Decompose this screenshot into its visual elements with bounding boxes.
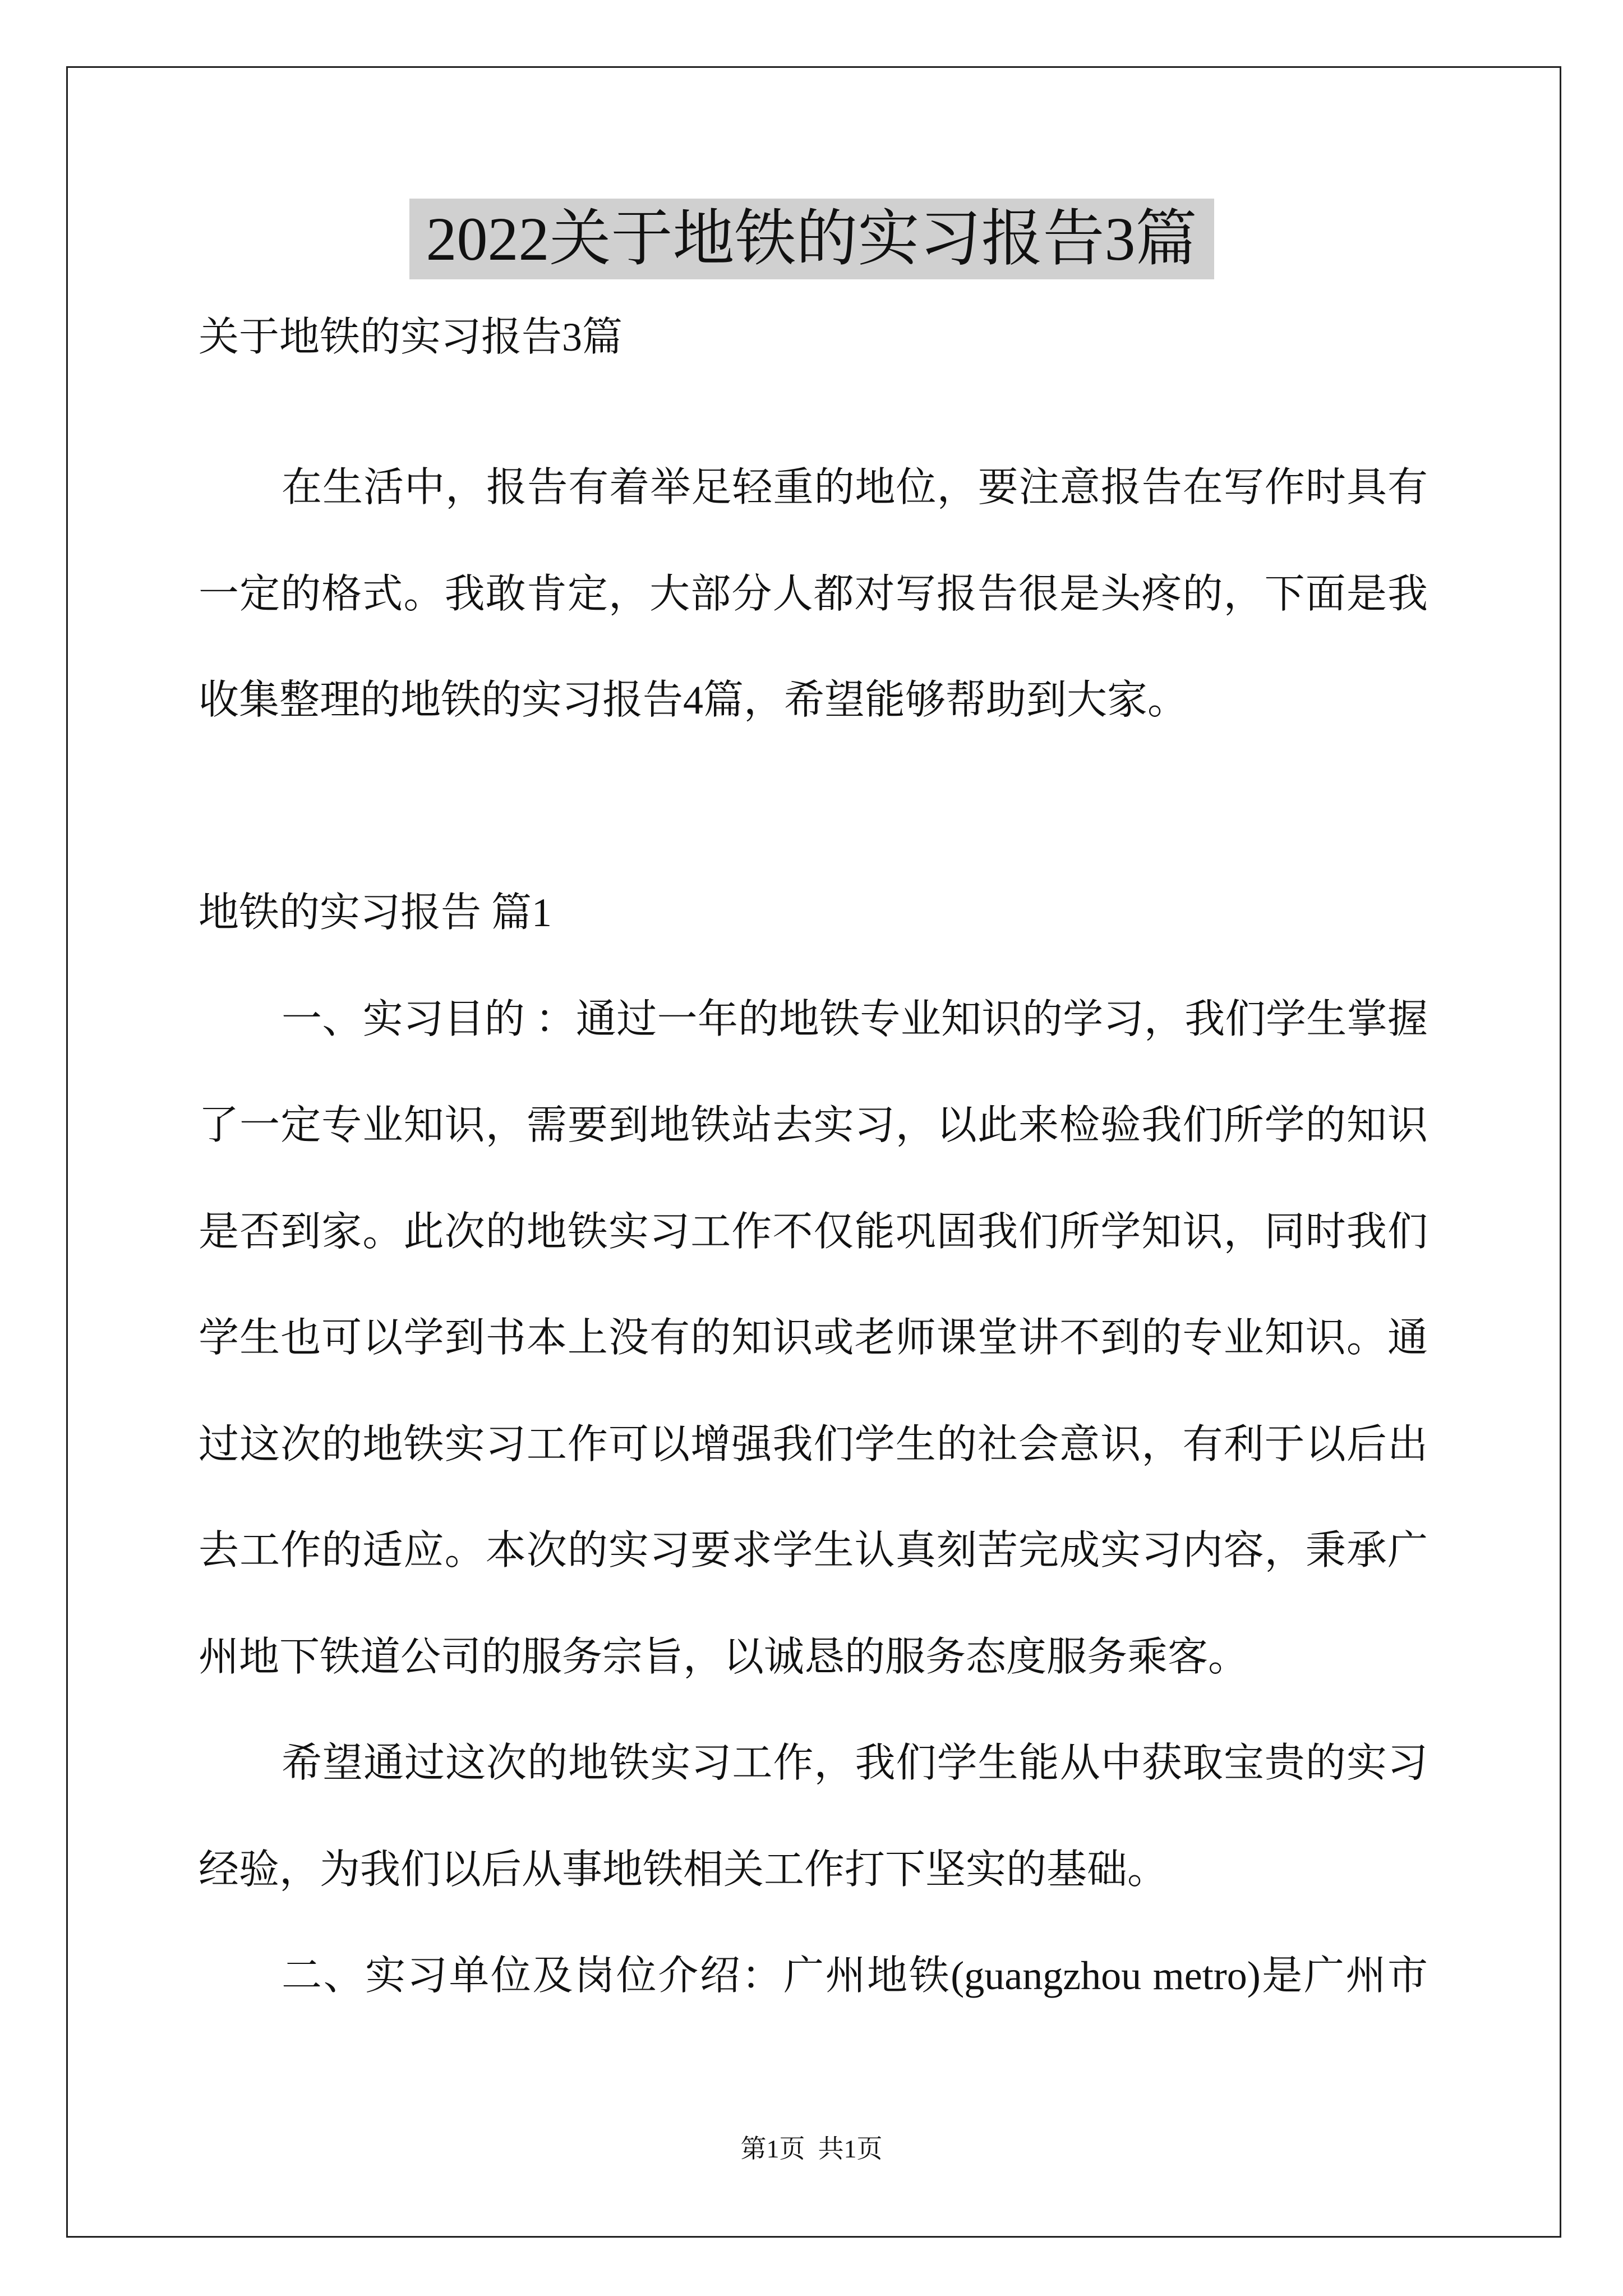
title-block [0, 199, 1623, 279]
paragraph-line: 希望通过这次的地铁实习工作，我们学生能从中获取宝贵的实习 [282, 1741, 1428, 1786]
paragraph-hope [199, 1710, 1428, 1923]
intro-paragraph [199, 435, 1428, 754]
paragraph-line: 州地下铁道公司的服务宗旨，以诚恳的服务态度服务乘客。 [199, 1634, 1249, 1680]
paragraph-line: 学生也可以学到书本上没有的知识或老师课堂讲不到的专业知识。通 [199, 1315, 1428, 1360]
paragraph-line: 过这次的地铁实习工作可以增强我们学生的社会意识，有利于以后出 [199, 1421, 1428, 1467]
paragraph-unit-intro [199, 1923, 1428, 2030]
document-body [199, 284, 1428, 2030]
paragraph-line: 经验，为我们以后从事地铁相关工作打下坚实的基础。 [199, 1847, 1168, 1892]
paragraph-line: 是否到家。此次的地铁实习工作不仅能巩固我们所学知识，同时我们 [199, 1209, 1428, 1254]
paragraph-line: 一定的格式。我敢肯定，大部分人都对写报告很是头疼的，下面是我 [199, 571, 1428, 616]
page-number-footer: 第1页 共1页 [740, 2134, 883, 2163]
paragraph-line: 去工作的适应。本次的实习要求学生认真刻苦完成实习内容，秉承广 [199, 1528, 1428, 1573]
paragraph-purpose [199, 967, 1428, 1711]
section-heading: 地铁的实习报告 篇1 [199, 890, 552, 935]
paragraph-line: 二、实习单位及岗位介绍：广州地铁(guangzhou metro)是广州市 [282, 1953, 1428, 1998]
paragraph-line: 收集整理的地铁的实习报告4篇，希望能够帮助到大家。 [199, 678, 1188, 723]
paragraph-line: 了一定专业知识，需要到地铁站去实习，以此来检验我们所学的知识 [199, 1103, 1428, 1148]
document-subtitle: 关于地铁的实习报告3篇 [199, 315, 623, 360]
document-title: 2022关于地铁的实习报告3篇 [409, 199, 1214, 279]
paragraph-line: 一、实习目的 ：通过一年的地铁专业知识的学习，我们学生掌握 [282, 996, 1428, 1042]
paragraph-line: 在生活中，报告有着举足轻重的地位，要注意报告在写作时具有 [282, 465, 1428, 510]
